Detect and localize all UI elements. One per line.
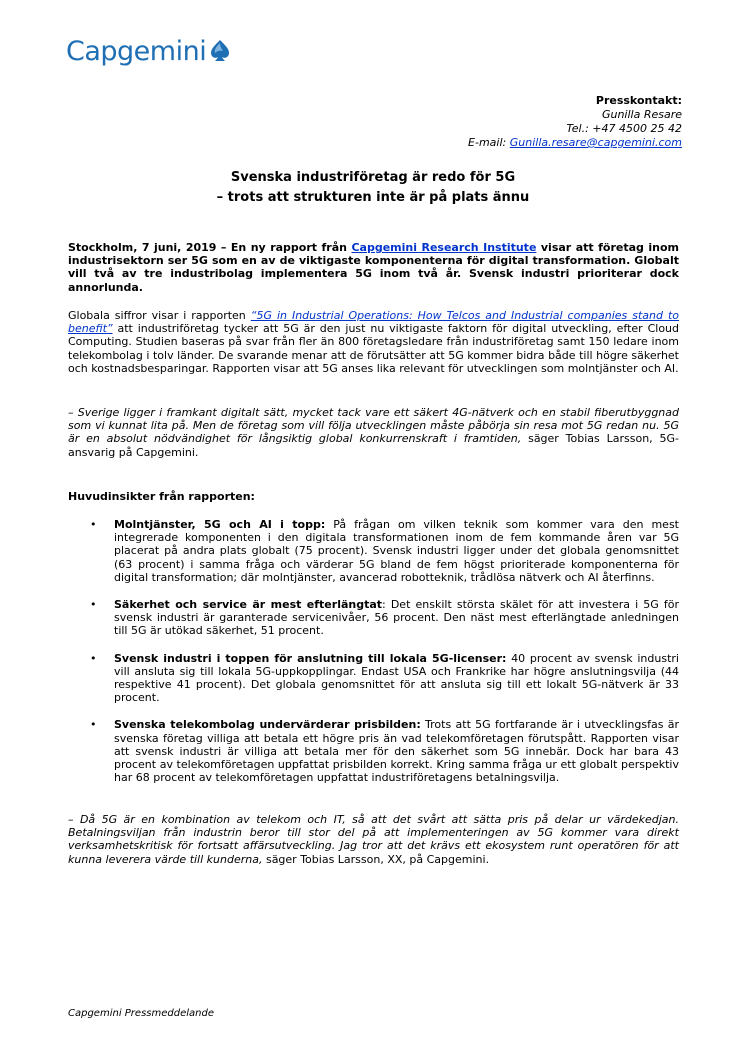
contact-email-link[interactable]: Gunilla.resare@capgemini.com — [509, 136, 682, 149]
bullet-text: Trots att 5G fortfarande är i utvecklingsfas är svenska företag villiga att betala ett högre pris än vad telekomföretagen förutspått. Rapporten visar att svensk industri är villiga att betala mer för den säkerhet som 5G innebär. Dock har bara 43 procent av telekomföretagen uppfattat prisbilden korrekt. Kring samma fråga ur ett globalt perspektiv har 68 procent av telekomföretagen uppfattat industriföretagens betalningsvilja. — [114, 718, 679, 785]
email-prefix: E-mail: — [468, 136, 510, 149]
list-item — [90, 598, 679, 638]
contact-name: Gunilla Resare — [601, 108, 682, 121]
lead-text-pre: Stockholm, 7 juni, 2019 – En ny rapport från — [68, 241, 352, 254]
insights-list — [90, 518, 679, 798]
quote-paragraph-2 — [68, 813, 679, 866]
research-institute-link[interactable]: Capgemini Research Institute — [351, 241, 537, 254]
quote-2-text: – Då 5G är en kombination av telekom och IT, så att det svårt att sätta pris på delar ur värdekedjan. Betalningsviljan från industrin beror till stor del på att implementeringen av 5G kommer vara direkt verksamhetskritisk för fortsatt affärsutveckling. Jag tror att det krävs ett ekosystem runt operatören för att kunna leverera värde till kunderna, — [68, 813, 679, 866]
logo-text: Capgemini — [66, 36, 207, 67]
lead-text-post: visar att företag inom industrisektorn ser 5G som en av de viktigaste komponenterna för digital transformation. Globalt vill två av tre industribolag implementera 5G inom två år. Svensk industri prioriterar dock annorlunda. — [68, 241, 679, 294]
bullet-icon: • — [90, 651, 97, 665]
bullet-title: Svensk industri i toppen för anslutning till lokala 5G-licenser: — [114, 651, 507, 665]
quote-1-attribution: säger Tobias Larsson, 5G-ansvarig på Capgemini. — [68, 432, 679, 459]
spade-logo-icon — [208, 38, 232, 62]
contact-email-line — [468, 136, 682, 150]
p1-text-post: att industriföretag tycker att 5G är den just nu viktigaste faktorn för digital utveckling, efter Cloud Computing. Studien baseras på svar från fler än 800 företagsledare från industriföretag samt 150 ledare inom telekombolag i tolv länder. De svarande menar att de förutsätter att 5G kommer bidra både till högre säkerhet och kostnadsbesparingar. Rapporten visar att 5G anses lika relevant för utvecklingen som molntjänster och AI. — [68, 322, 679, 375]
headline-line-1: Svenska industriföretag är redo för 5G — [230, 170, 516, 185]
bullet-text: : Det enskilt största skälet för att investera i 5G för svensk industri är garanterade servicenivåer, 56 procent. Den näst mest efterlängtade anledningen till 5G är utökad säkerhet, 51 procent. — [114, 598, 679, 638]
bullet-title: Svenska telekombolag undervärderar prisbilden: — [114, 718, 421, 732]
bullet-icon: • — [90, 718, 97, 732]
contact-phone: Tel.: +47 4500 25 42 — [566, 122, 682, 135]
list-item — [90, 718, 679, 784]
report-title-link[interactable]: “5G in Industrial Operations: How Telcos and Industrial companies stand to benefit” — [68, 309, 679, 336]
bullet-title: Säkerhet och service är mest efterlängtat — [114, 598, 383, 612]
lead-paragraph — [68, 241, 679, 294]
list-item — [90, 652, 679, 705]
paragraph-report — [68, 309, 679, 375]
p1-text-pre: Globala siffror visar i rapporten — [68, 309, 251, 322]
insights-heading: Huvudinsikter från rapporten: — [68, 490, 255, 503]
page-footer: Capgemini Pressmeddelande — [68, 1008, 214, 1019]
list-item — [90, 518, 679, 584]
capgemini-logo — [66, 36, 232, 67]
bullet-text: På frågan om vilken teknik som kommer vara den mest integrerade komponenten i den digitala transformationen inom de fem kommande åren var 5G placerat på andra plats globalt (75 procent). Svensk industri ligger under det globala genomsnittet (63 procent) i samma fråga och värderar 5G bland de fem högst prioriterade komponenterna för digital transformation; där molntjänster, avancerad robotteknik, trådlösa nätverk och AI återfinns. — [114, 518, 679, 584]
bullet-icon: • — [90, 518, 97, 531]
bullet-text: 40 procent av svensk industri vill ansluta sig till lokala 5G-uppkopplingar. Endast USA och Frankrike har högre anslutningsvilja (44 respektive 41 procent). Det globala genomsnittet för att ansluta sig till ett lokalt 5G-nätverk är 33 procent. — [114, 651, 679, 705]
quote-1-text: – Sverige ligger i framkant digitalt sätt, mycket tack vare ett säkert 4G-nätverk och en stabil fiberutbyggnad som vi kunnat lita på. Men de företag som vill följa utvecklingen måste påbörja sin resa mot 5G redan nu. 5G är en absolut nödvändighet för långsiktig global konkurrenskraft i framtiden, — [68, 406, 679, 446]
quote-2-attribution: säger Tobias Larsson, XX, på Capgemini. — [262, 852, 490, 866]
contact-label: Presskontakt: — [595, 94, 682, 107]
press-contact-block — [468, 94, 682, 150]
quote-paragraph-1 — [68, 406, 679, 459]
bullet-icon: • — [90, 598, 97, 612]
headline — [0, 168, 746, 208]
bullet-title: Molntjänster, 5G och AI i topp: — [114, 518, 326, 531]
headline-line-2: – trots att strukturen inte är på plats ännu — [216, 190, 530, 205]
